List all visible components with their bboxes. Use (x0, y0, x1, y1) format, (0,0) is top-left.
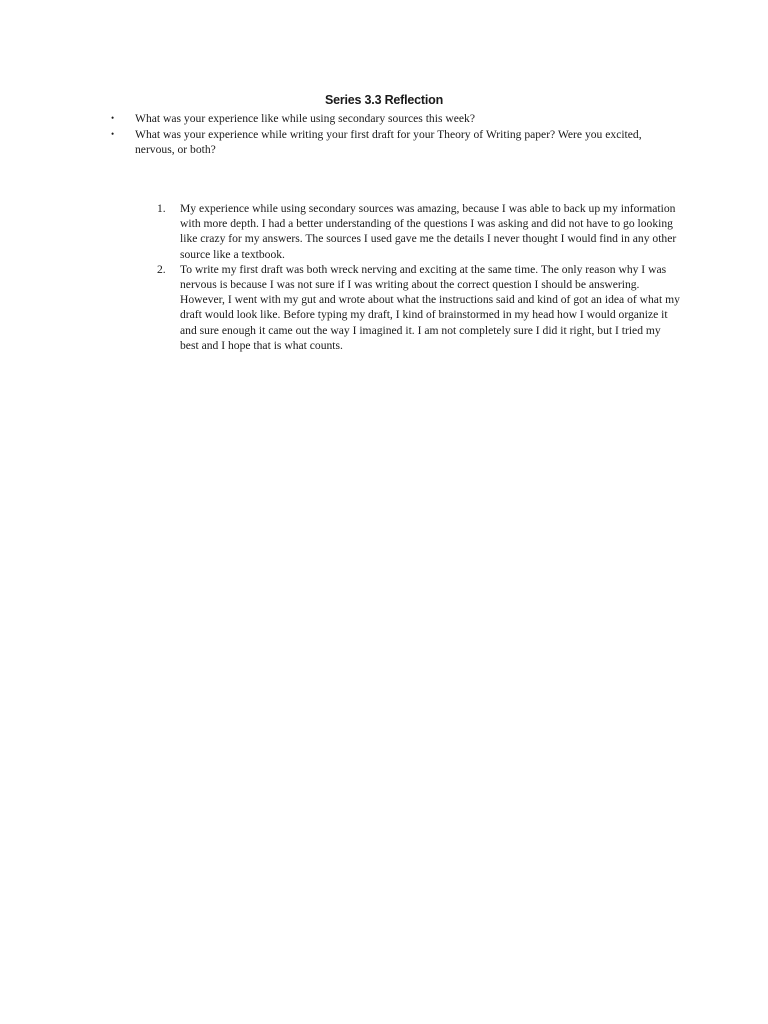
answer-item (152, 262, 680, 353)
question-item (108, 127, 668, 158)
question-list (108, 111, 668, 158)
answer-item (152, 201, 680, 262)
answer-number: 1. (157, 202, 166, 215)
answer-list (152, 201, 680, 353)
question-text: What was your experience while writing your first draft for your Theory of Writing paper? Were you excited, nervous, or both? (135, 127, 642, 156)
document-title: Series 3.3 Reflection (324, 93, 444, 107)
bullet-icon: • (111, 128, 115, 139)
bullet-icon: • (111, 113, 115, 123)
answer-text: My experience while using secondary sources was amazing, because I was able to back up my information with more depth. I had a better understanding of the questions I was asking and did not have to go looking like crazy for my answers. The sources I used gave me the details I never thought I would find in any other source like a textbook. (180, 202, 677, 261)
answer-number: 2. (157, 262, 166, 276)
question-text: What was your experience like while using secondary sources this week? (135, 112, 475, 125)
answer-text: To write my first draft was both wreck nerving and exciting at the same time. The only reason why I was nervous is because I was not sure if I was writing about the correct question I should be answering. However, I went with my gut and wrote about what the instructions said and kind of got an idea of what my draft would look like. Before typing my draft, I kind of brainstormed in my head how I would organize it and sure enough it came out the way I imagined it. I am not completely sure I did it right, but I tried my best and I hope that is what counts. (180, 262, 680, 352)
question-item (108, 111, 668, 127)
